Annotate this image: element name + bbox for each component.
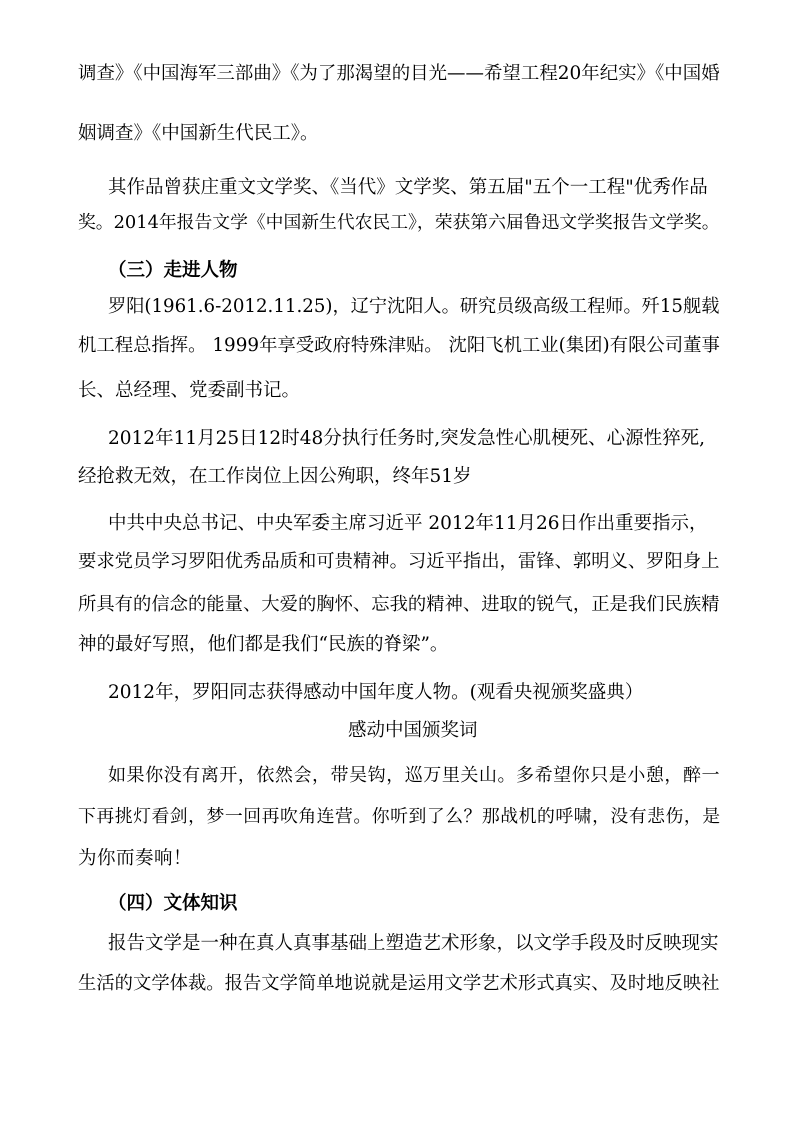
award-speech-line: 如果你没有离开，依然会，带吴钩，巡万里关山。多希望你只是小憩，醉一 [108,765,721,786]
paragraph-line: 神的最好写照，他们都是我们“民族的脊梁”。 [78,634,449,655]
paragraph-line: 调查》《中国海军三部曲》《为了那渴望的目光——希望工程20年纪实》《中国婚 [78,63,720,84]
paragraph-line: 2012年11月25日12时48分执行任务时,突发急性心肌梗死、心源性猝死, [108,428,706,449]
paragraph-line: 罗阳(1961.6-2012.11.25)，辽宁沈阳人。研究员级高级工程师。歼15舰载 [108,296,720,317]
paragraph-line: 其作品曾获庄重文文学奖、《当代》文学奖、第五届"五个一工程"优秀作品 [108,177,708,198]
paragraph-line: 所具有的信念的能量、大爱的胸怀、忘我的精神、进取的锐气，正是我们民族精 [78,594,720,615]
paragraph-line: 报告文学是一种在真人真事基础上塑造艺术形象，以文学手段及时反映现实 [108,933,719,954]
paragraph-line: 长、总经理、党委副书记。 [78,380,301,401]
section-heading-3: （三）走进人物 [108,260,238,281]
paragraph-line: 中共中央总书记、中央军委主席习近平 2012年11月26日作出重要指示， [108,513,708,534]
paragraph-line: 经抢救无效，在工作岗位上因公殉职，终年51岁 [78,466,472,487]
paragraph-line: 机工程总指挥。 1999年享受政府特殊津贴。 沈阳飞机工业(集团)有限公司董事 [78,335,720,356]
paragraph-line: 奖。2014年报告文学《中国新生代农民工》，荣获第六届鲁迅文学奖报告文学奖。 [78,212,720,233]
award-speech-line: 为你而奏响！ [78,848,193,869]
paragraph-line: 姻调查》《中国新生代民工》。 [78,123,319,144]
paragraph-line: 2012年，罗阳同志获得感动中国年度人物。(观看央视颁奖盛典） [108,682,644,703]
paragraph-line: 生活的文学体裁。报告文学简单地说就是运用文学艺术形式真实、及时地反映社 [78,973,720,994]
award-speech-line: 下再挑灯看剑，梦一回再吹角连营。你听到了么？那战机的呼啸，没有悲伤，是 [78,806,721,827]
award-speech-title: 感动中国颁奖词 [348,720,478,741]
paragraph-line: 要求党员学习罗阳优秀品质和可贵精神。习近平指出，雷锋、郭明义、罗阳身上 [78,551,720,572]
section-heading-4: （四）文体知识 [108,893,238,914]
